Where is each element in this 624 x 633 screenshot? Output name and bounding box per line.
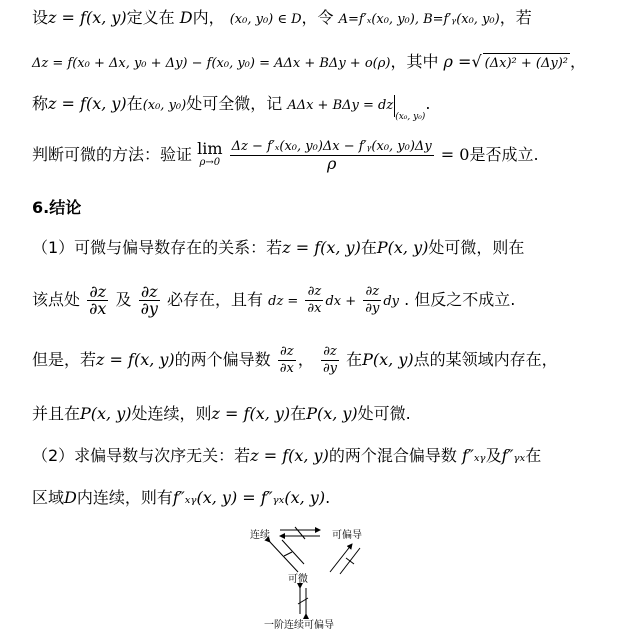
text: 该点处 — [32, 290, 81, 309]
num: ∂z — [139, 284, 160, 301]
text: 区域 — [32, 488, 65, 507]
conclusion-2-line-2 — [32, 488, 330, 508]
f-yx: f″ᵧₓ — [501, 446, 526, 465]
text: 设 — [32, 8, 49, 27]
point: (x₀, y₀) — [142, 98, 187, 113]
text: ，其中 — [390, 52, 439, 71]
num: ∂z — [321, 344, 339, 361]
text: 的两个偏导数 — [174, 350, 271, 369]
lim-sub: ρ→0 — [199, 156, 221, 168]
arrow-diff-to-partial — [330, 544, 352, 572]
text: 并且在 — [32, 404, 81, 423]
mixed-partials-equal: f″ₓᵧ(x, y) = f″ᵧₓ(x, y) — [172, 488, 326, 507]
text: 处可全微，记 — [186, 94, 283, 113]
den: ∂y — [322, 361, 338, 376]
text: ，令 — [301, 8, 334, 27]
increment-formula: Δz = f(x₀ + Δx, y₀ + Δy) − f(x₀, y₀) = AΔx + BΔy + o(ρ) — [32, 56, 391, 71]
text: 内， — [192, 8, 225, 27]
point-P: P(x, y) — [376, 238, 429, 257]
text: 及 — [115, 290, 132, 309]
den: ∂y — [365, 301, 380, 316]
domain-D: D — [179, 8, 193, 27]
partial-z-x — [87, 284, 108, 317]
text: 在 — [290, 404, 307, 423]
text: 在 — [126, 94, 143, 113]
definition-line-4 — [32, 136, 539, 174]
total-differential: AΔx + BΔy = dz — [287, 98, 394, 113]
point-P: P(x, y) — [362, 350, 414, 369]
function-z: z = f(x, y) — [211, 404, 291, 423]
eval-point: (x₀, y₀) — [395, 112, 426, 122]
text: . — [325, 488, 331, 507]
domain-D: D — [64, 488, 77, 507]
function-z: z = f(x, y) — [96, 350, 175, 369]
text: 称 — [32, 94, 49, 113]
text: 的两个混合偏导数 — [328, 446, 457, 465]
text: 定义在 — [126, 8, 175, 27]
den: ∂x — [307, 301, 322, 316]
equals-zero: = 0 — [440, 145, 470, 164]
section-title: 6.结论 — [32, 198, 82, 217]
text: 在 — [525, 446, 542, 465]
text: 在 — [346, 350, 363, 369]
label-differentiable: 可微 — [288, 574, 308, 585]
text: （1）可微与偏导数存在的关系：若 — [32, 238, 283, 257]
function-z: z = f(x, y) — [282, 238, 361, 257]
label-continuous: 连续 — [250, 530, 270, 541]
numerator: Δz − f′ₓ(x₀, y₀)Δx − f′ᵧ(x₀, y₀)Δy — [231, 139, 432, 154]
text: 处可微，则在 — [428, 238, 525, 257]
coefficients-AB: A=f′ₓ(x₀, y₀), B=f′ᵧ(x₀, y₀) — [338, 12, 500, 27]
conclusion-2-line-1 — [32, 446, 541, 466]
text: ，若 — [499, 8, 532, 27]
den: ∂x — [89, 299, 107, 318]
num: ∂z — [87, 284, 108, 301]
sqrt-expression: (Δx)² + (Δy)² — [483, 53, 570, 74]
partial-z-y-2 — [363, 284, 381, 317]
label-partial-derivable: 可偏导 — [332, 530, 362, 541]
function-z: z = f(x, y) — [250, 446, 329, 465]
arrow-left-diagonal-2 — [282, 540, 304, 564]
label-c1: 一阶连续可偏导 — [264, 620, 334, 631]
text: 及 — [485, 446, 502, 465]
num: ∂z — [278, 344, 296, 361]
text: 处可微. — [357, 404, 411, 423]
text: 处连续，则 — [131, 404, 212, 423]
rho-def: ρ = — [443, 52, 472, 71]
conclusion-1-line-2 — [32, 280, 515, 322]
function-z: z = f(x, y) — [48, 8, 127, 27]
function-z: z = f(x, y) — [48, 94, 127, 113]
point-in-D: (x₀, y₀) ∈ D — [229, 12, 302, 27]
text: ， — [569, 52, 586, 71]
text: 点的某领域内存在， — [413, 350, 558, 369]
num: ∂z — [363, 284, 381, 301]
text: 在 — [360, 238, 377, 257]
denominator: ρ — [326, 154, 337, 173]
conclusion-1-line-1 — [32, 238, 524, 258]
conclusion-1-line-3 — [32, 340, 558, 380]
relationship-diagram — [240, 522, 390, 630]
point-P: P(x, y) — [306, 404, 358, 423]
text: 是否成立. — [469, 145, 539, 164]
partial-z-x-2 — [305, 284, 323, 317]
dy-term: dy — [383, 294, 400, 309]
conclusion-1-line-4 — [32, 404, 411, 424]
partial-z-y — [139, 284, 160, 317]
text: 判断可微的方法：验证 — [32, 145, 193, 164]
arrow-diff-to-continuous — [270, 542, 298, 572]
limit — [197, 138, 223, 170]
lim-label: lim — [197, 138, 223, 158]
limit-fraction — [230, 139, 434, 172]
den: ∂y — [140, 299, 158, 318]
point-P: P(x, y) — [80, 404, 132, 423]
num: ∂z — [305, 284, 323, 301]
f-xy: f″ₓᵧ — [461, 446, 486, 465]
text: 内连续，则有 — [76, 488, 173, 507]
partial-z-x — [278, 344, 296, 377]
dz-label: dz = — [268, 294, 299, 309]
den: ∂x — [279, 361, 294, 376]
text: （2）求偏导数与次序无关：若 — [32, 446, 251, 465]
definition-line-2: Δz = f(x₀ + Δx, y₀ + Δy) − f(x₀, y₀) = AΔx + BΔy + o(ρ)，其中 ρ =√ (Δx)² + (Δy)² ， — [32, 52, 586, 74]
dx-term: dx + — [325, 294, 357, 309]
text: . 但反之不成立. — [404, 290, 516, 309]
text: 但是，若 — [32, 350, 97, 369]
text: ， — [297, 350, 314, 369]
partial-z-y — [321, 344, 339, 377]
text: 必存在，且有 — [167, 290, 264, 309]
definition-line-3 — [32, 94, 430, 127]
text: . — [425, 94, 431, 113]
definition-line-1 — [32, 8, 532, 30]
